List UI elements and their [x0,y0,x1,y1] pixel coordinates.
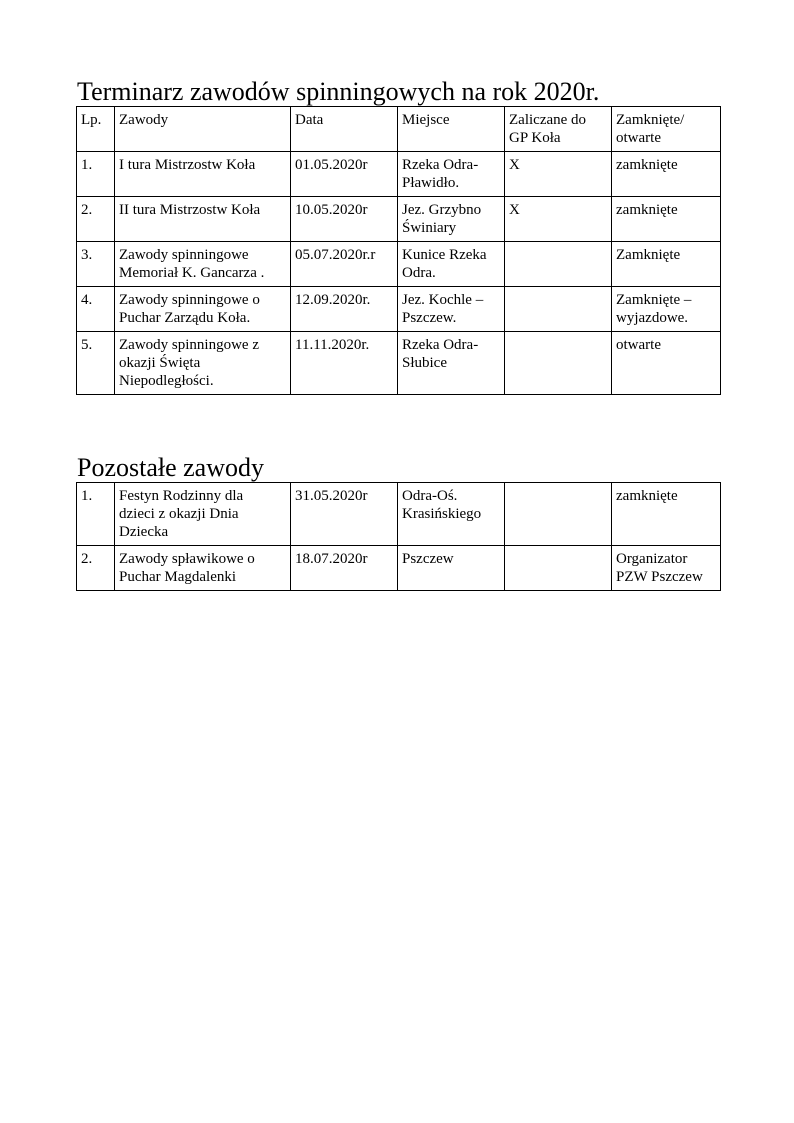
cell-lp: 1. [77,483,115,546]
cell-zawody: Zawody spinningowe o Puchar Zarządu Koła. [115,287,291,332]
cell-gp [505,242,612,287]
cell-data: 11.11.2020r. [291,332,398,395]
cell-gp [505,483,612,546]
cell-data: 01.05.2020r [291,152,398,197]
cell-status: Zamknięte – wyjazdowe. [612,287,721,332]
cell-status: zamknięte [612,152,721,197]
cell-miejsce: Pszczew [398,546,505,591]
cell-miejsce: Rzeka Odra- Słubice [398,332,505,395]
cell-status: Zamknięte [612,242,721,287]
header-miejsce: Miejsce [398,107,505,152]
cell-status: zamknięte [612,197,721,242]
cell-miejsce: Jez. Kochle – Pszczew. [398,287,505,332]
header-lp: Lp. [77,107,115,152]
header-data: Data [291,107,398,152]
cell-zawody: Zawody spinningowe z okazji Święta Niepodległości. [115,332,291,395]
cell-miejsce: Kunice Rzeka Odra. [398,242,505,287]
cell-status: zamknięte [612,483,721,546]
cell-data: 10.05.2020r [291,197,398,242]
table-row [77,152,721,197]
cell-zawody: Zawody spinningowe Memoriał K. Gancarza . [115,242,291,287]
cell-miejsce: Odra-Oś. Krasińskiego [398,483,505,546]
table-row [77,332,721,395]
table-row [77,287,721,332]
header-zawody: Zawody [115,107,291,152]
cell-gp [505,332,612,395]
cell-lp: 2. [77,197,115,242]
cell-data: 05.07.2020r.r [291,242,398,287]
spinning-schedule-table [76,106,721,395]
cell-lp: 3. [77,242,115,287]
cell-zawody: Zawody spławikowe o Puchar Magdalenki [115,546,291,591]
cell-data: 12.09.2020r. [291,287,398,332]
table-row [77,197,721,242]
cell-miejsce: Jez. Grzybno Świniary [398,197,505,242]
cell-lp: 4. [77,287,115,332]
cell-lp: 1. [77,152,115,197]
cell-data: 31.05.2020r [291,483,398,546]
cell-gp [505,546,612,591]
table-header-row [77,107,721,152]
cell-gp: X [505,197,612,242]
cell-status: otwarte [612,332,721,395]
cell-zawody: II tura Mistrzostw Koła [115,197,291,242]
table-row [77,242,721,287]
other-events-title: Pozostałe zawody [77,453,265,482]
cell-lp: 2. [77,546,115,591]
table-row [77,546,721,591]
cell-lp: 5. [77,332,115,395]
schedule-title: Terminarz zawodów spinningowych na rok 2020r. [77,77,600,106]
cell-zawody: I tura Mistrzostw Koła [115,152,291,197]
header-gp: Zaliczane do GP Koła [505,107,612,152]
cell-status: Organizator PZW Pszczew [612,546,721,591]
other-events-table [76,482,721,591]
cell-data: 18.07.2020r [291,546,398,591]
header-status: Zamknięte/ otwarte [612,107,721,152]
cell-gp: X [505,152,612,197]
table-row [77,483,721,546]
cell-zawody: Festyn Rodzinny dla dzieci z okazji Dnia Dziecka [115,483,291,546]
cell-gp [505,287,612,332]
cell-miejsce: Rzeka Odra- Pławidło. [398,152,505,197]
